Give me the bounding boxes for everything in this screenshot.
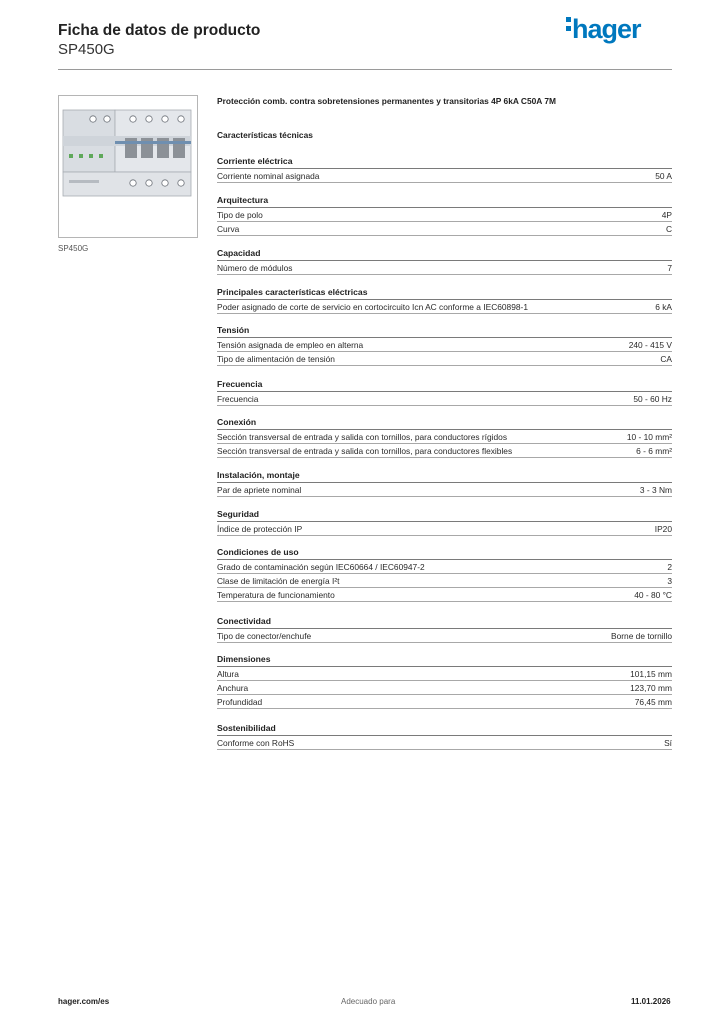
- spec-row: [217, 392, 672, 406]
- spec-section: [217, 194, 672, 236]
- spec-section: [217, 155, 672, 183]
- footer-suitable-for: Adecuado para: [341, 997, 396, 1006]
- spec-row: [217, 560, 672, 574]
- spec-section: [217, 378, 672, 406]
- spec-row: [217, 736, 672, 750]
- spec-label: Sección transversal de entrada y salida con tornillos, para conductores rígidos: [217, 431, 508, 442]
- section-title: Capacidad: [217, 247, 672, 261]
- spec-section: [217, 508, 672, 536]
- spec-label: Curva: [217, 223, 240, 234]
- spec-label: Tipo de conector/enchufe: [217, 630, 312, 641]
- spec-label: Sección transversal de entrada y salida con tornillos, para conductores flexibles: [217, 445, 513, 456]
- spec-section: [217, 324, 672, 366]
- spec-section: [217, 247, 672, 275]
- spec-label: Temperatura de funcionamiento: [217, 589, 335, 600]
- spec-section: [217, 653, 672, 709]
- spec-row: [217, 208, 672, 222]
- spec-label: Anchura: [217, 682, 249, 693]
- spec-label: Tipo de polo: [217, 209, 263, 220]
- section-title: Seguridad: [217, 508, 672, 522]
- spec-row: [217, 430, 672, 444]
- spec-label: Tensión asignada de empleo en alterna: [217, 339, 364, 350]
- spec-value: 123,70 mm: [630, 682, 672, 693]
- spec-row: [217, 522, 672, 536]
- tech-characteristics-heading: Características técnicas: [217, 130, 313, 140]
- spec-row: [217, 695, 672, 709]
- product-image-caption: SP450G: [58, 244, 89, 253]
- spec-value: 50 A: [655, 170, 672, 181]
- product-image: [58, 95, 198, 238]
- spec-value: 40 - 80 °C: [634, 589, 672, 600]
- spec-label: Conforme con RoHS: [217, 737, 295, 748]
- header-divider: [58, 69, 672, 70]
- spec-row: [217, 588, 672, 602]
- spec-label: Profundidad: [217, 696, 263, 707]
- spec-row: [217, 574, 672, 588]
- spec-label: Clase de limitación de energía I²t: [217, 575, 340, 586]
- spec-row: [217, 629, 672, 643]
- spec-value: 76,45 mm: [634, 696, 672, 707]
- spec-label: Número de módulos: [217, 262, 293, 273]
- spec-value: 101,15 mm: [630, 668, 672, 679]
- spec-value: 10 - 10 mm²: [626, 431, 672, 442]
- spec-label: Frecuencia: [217, 393, 259, 404]
- spec-value: 3: [667, 575, 672, 586]
- section-title: Conexión: [217, 416, 672, 430]
- logo-colon-icon: [566, 13, 572, 35]
- spec-value: 2: [667, 561, 672, 572]
- section-title: Principales características eléctricas: [217, 286, 672, 300]
- spec-label: Grado de contaminación según IEC60664 / IEC60947-2: [217, 561, 425, 572]
- spec-label: Corriente nominal asignada: [217, 170, 320, 181]
- spec-row: [217, 300, 672, 314]
- spec-row: [217, 261, 672, 275]
- spec-label: Altura: [217, 668, 239, 679]
- product-code: SP450G: [58, 41, 115, 58]
- hager-logo: [566, 14, 641, 45]
- spec-label: Tipo de alimentación de tensión: [217, 353, 335, 364]
- spec-value: IP20: [654, 523, 672, 534]
- spec-label: Índice de protección IP: [217, 523, 303, 534]
- spec-section: [217, 615, 672, 643]
- section-title: Condiciones de uso: [217, 546, 672, 560]
- footer-date: 11.01.2026: [631, 997, 671, 1006]
- spec-value: 7: [667, 262, 672, 273]
- section-title: Conectividad: [217, 615, 672, 629]
- spec-value: 3 - 3 Nm: [639, 484, 672, 495]
- circuit-breaker-icon: [59, 96, 197, 237]
- section-title: Instalación, montaje: [217, 469, 672, 483]
- spec-row: [217, 169, 672, 183]
- spec-row: [217, 352, 672, 366]
- section-title: Arquitectura: [217, 194, 672, 208]
- spec-row: [217, 483, 672, 497]
- spec-value: Sí: [664, 737, 672, 748]
- spec-label: Poder asignado de corte de servicio en cortocircuito Icn AC conforme a IEC60898-1: [217, 301, 528, 312]
- spec-section: [217, 286, 672, 314]
- spec-row: [217, 338, 672, 352]
- spec-value: C: [665, 223, 672, 234]
- footer-website: hager.com/es: [58, 997, 110, 1006]
- spec-row: [217, 681, 672, 695]
- section-title: Dimensiones: [217, 653, 672, 667]
- section-title: Sostenibilidad: [217, 722, 672, 736]
- spec-value: 6 kA: [655, 301, 672, 312]
- spec-value: 240 - 415 V: [628, 339, 672, 350]
- spec-row: [217, 444, 672, 458]
- spec-row: [217, 667, 672, 681]
- spec-value: 50 - 60 Hz: [633, 393, 672, 404]
- spec-value: CA: [660, 353, 672, 364]
- spec-row: [217, 222, 672, 236]
- spec-section: [217, 722, 672, 750]
- spec-section: [217, 469, 672, 497]
- spec-section: [217, 416, 672, 458]
- spec-value: 6 - 6 mm²: [636, 445, 672, 456]
- logo-text: hager: [572, 14, 641, 44]
- section-title: Tensión: [217, 324, 672, 338]
- spec-section: [217, 546, 672, 602]
- section-title: Frecuencia: [217, 378, 672, 392]
- product-description: Protección comb. contra sobretensiones permanentes y transitorias 4P 6kA C50A 7M: [217, 96, 556, 106]
- spec-value: Borne de tornillo: [611, 630, 672, 641]
- section-title: Corriente eléctrica: [217, 155, 672, 169]
- spec-label: Par de apriete nominal: [217, 484, 302, 495]
- spec-value: 4P: [661, 209, 672, 220]
- page-title: Ficha de datos de producto: [58, 22, 261, 39]
